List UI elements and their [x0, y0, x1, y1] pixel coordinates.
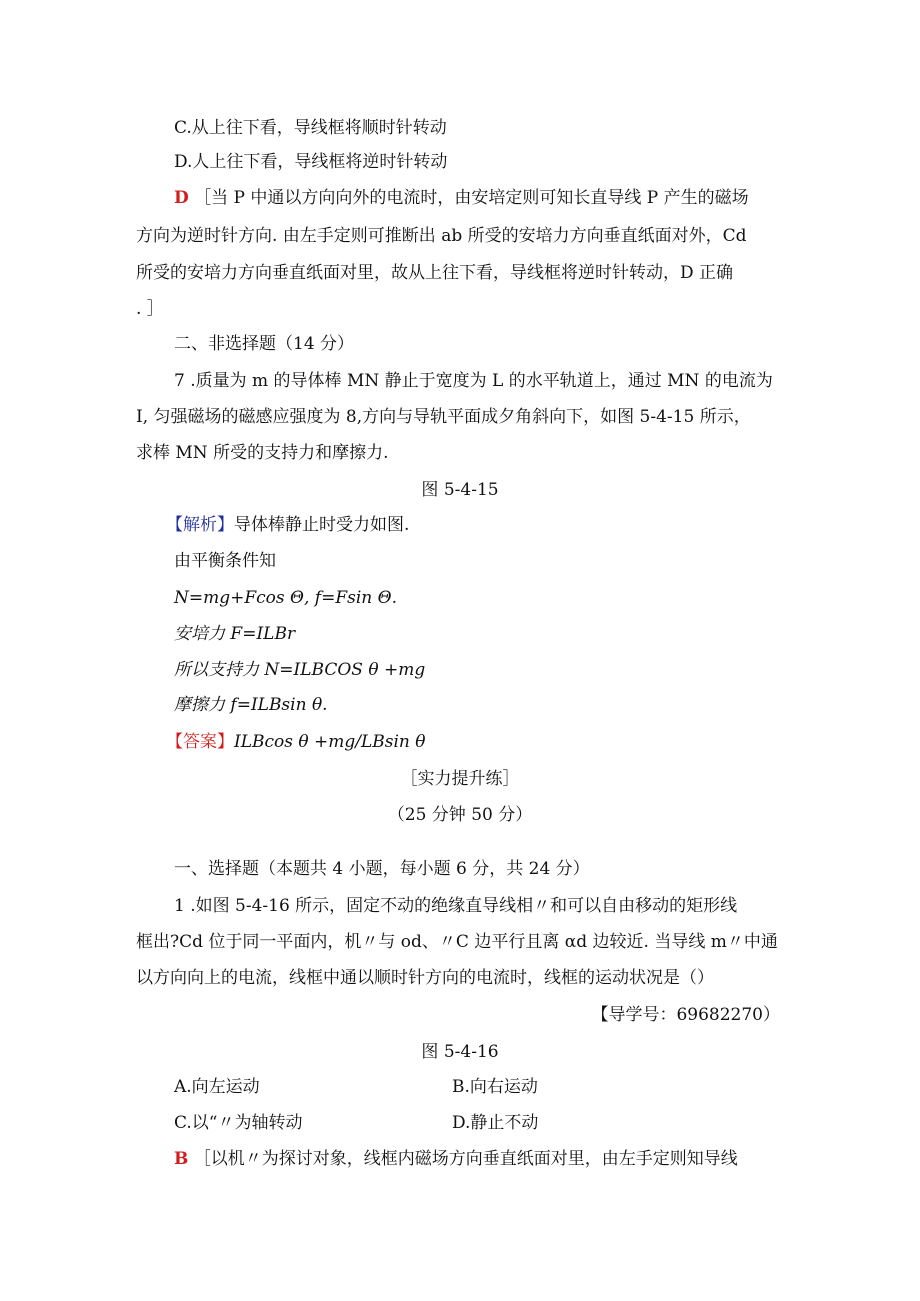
- practice-time: （25 分钟 50 分）: [387, 805, 533, 825]
- explanation-line-3: 所受的安培力方向垂直纸面对里，故从上往下看，导线框将逆时针转动，D 正确: [136, 263, 734, 283]
- answer-tag: 【答案】: [166, 732, 234, 752]
- practice-title: ［实力提升练］: [400, 769, 520, 789]
- explanation-line-2: 方向为逆时针方向. 由左手定则可推断出 ab 所受的安培力方向垂直纸面对外，Cd: [136, 226, 747, 246]
- option-c: C.从上往下看，导线框将顺时针转动: [174, 118, 447, 138]
- problem-1-line-1: 1 .如图 5-4-16 所示，固定不动的绝缘直导线相〃和可以自由移动的矩形线: [174, 896, 738, 916]
- figure-caption-5-4-16: 图 5-4-16: [421, 1042, 499, 1062]
- option-d: D.人上往下看，导线框将逆时针转动: [174, 152, 448, 172]
- explanation-2-text: ［以机〃为探讨对象，线框内磁场方向垂直纸面对里，由左手定则知导线: [193, 1149, 738, 1169]
- explanation-2-line-1: [174, 1147, 738, 1171]
- guide-number: 【导学号：69682270）: [591, 1005, 780, 1025]
- answer-line: [166, 730, 426, 754]
- answer-letter-2: B: [174, 1149, 189, 1169]
- analysis-tag: 【解析】: [166, 515, 234, 535]
- section-heading-nonchoice: 二、非选择题（14 分）: [174, 334, 355, 354]
- section-heading-choice: 一、选择题（本题共 4 小题，每小题 6 分，共 24 分）: [174, 859, 590, 879]
- solution-step-5: 摩擦力 f=ILBsin θ.: [174, 695, 328, 715]
- explanation-line-4: . ］: [136, 299, 164, 319]
- option-b: B.向右运动: [452, 1077, 538, 1097]
- question-7-line-1: 7 .质量为 m 的导体棒 MN 静止于宽度为 L 的水平轨道上，通过 MN 的电流为: [174, 371, 773, 391]
- answer-text: ILBcos θ +mg/LBsin θ: [234, 732, 426, 752]
- answer-letter: D: [174, 188, 189, 208]
- problem-1-line-3: 以方向向上的电流，线框中通以顺时针方向的电流时，线框的运动状况是（）: [136, 968, 714, 988]
- option-c-2: C.以“〃为轴转动: [174, 1113, 303, 1133]
- explanation-text: ［当 P 中通以方向向外的电流时，由安培定则可知长直导线 P 产生的磁场: [194, 188, 749, 208]
- solution-step-1: 由平衡条件知: [174, 551, 276, 571]
- solution-step-2: N=mg+Fcos Θ, f=Fsin Θ.: [174, 588, 397, 608]
- option-a: A.向左运动: [174, 1077, 260, 1097]
- question-7-line-2: I, 匀强磁场的磁感应强度为 8,方向与导轨平面成夕角斜向下，如图 5-4-15 所示，: [136, 407, 751, 427]
- analysis-text: 导体棒静止时受力如图.: [234, 515, 410, 535]
- solution-step-4: 所以支持力 N=ILBCOS θ +mg: [174, 660, 426, 680]
- problem-1-line-2: 框出?Cd 位于同一平面内，机〃与 od、〃C 边平行且离 αd 边较近. 当导线 m〃中通: [136, 932, 778, 952]
- solution-step-3: 安培力 F=ILBr: [174, 624, 296, 644]
- figure-caption-5-4-15: 图 5-4-15: [421, 480, 499, 500]
- question-7-line-3: 求棒 MN 所受的支持力和摩擦力.: [136, 443, 389, 463]
- explanation-line-1: [174, 186, 749, 210]
- analysis-line: [166, 513, 409, 537]
- option-d-2: D.静止不动: [452, 1113, 539, 1133]
